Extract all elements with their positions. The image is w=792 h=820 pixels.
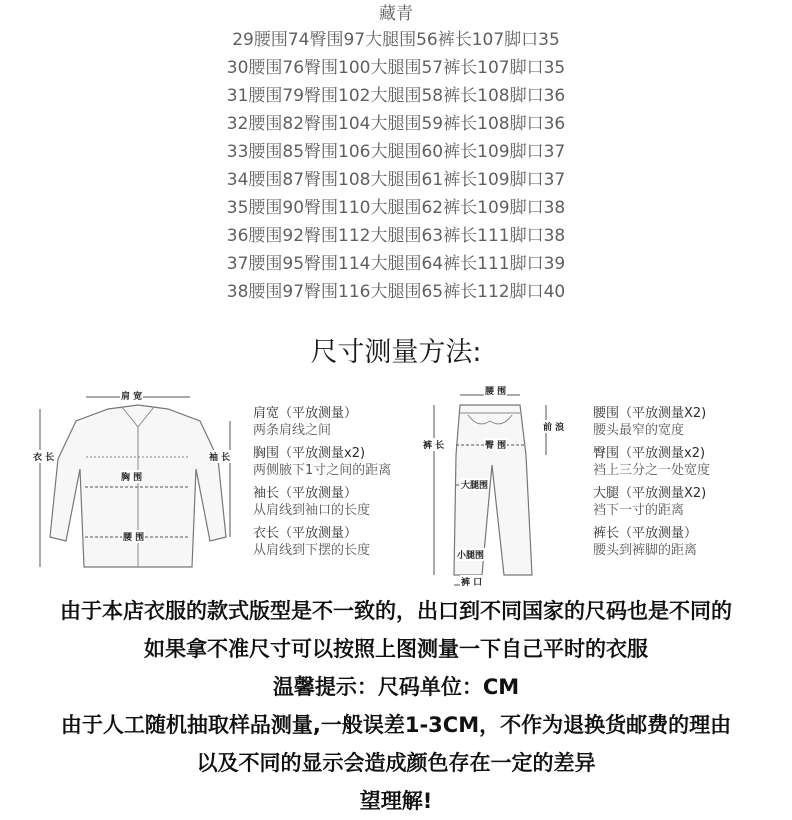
note-line: 温馨提示：尺码单位：CM: [272, 675, 520, 699]
size-row: 34腰围87臀围108大腿围61裤长109脚口37: [226, 170, 566, 190]
pants-hem-label: 裤 口: [460, 575, 483, 588]
note-line: 望理解!: [359, 789, 433, 813]
pants-desc-waist: 腰围（平放测量X2) 腰头最窄的宽度: [593, 406, 707, 438]
shirt-desc-sleeve: 袖长（平放测量） 从肩线到袖口的长度: [253, 486, 371, 518]
note-line: 以及不同的显示会造成颜色存在一定的差异: [196, 751, 596, 775]
pants-desc-thigh: 大腿（平放测量X2) 裆下一寸的距离: [593, 486, 707, 518]
shirt-illustration: [30, 387, 245, 587]
note-line: 由于本店衣服的款式版型是不一致的，出口到不同国家的尺码也是不同的: [60, 599, 732, 623]
shirt-desc-length: 衣长（平放测量） 从肩线到下摆的长度: [253, 526, 371, 558]
note-line: 由于人工随机抽取样品测量,一般误差1-3CM，不作为退换货邮费的理由: [60, 713, 732, 737]
size-row: 36腰围92臀围112大腿围63裤长111脚口38: [226, 226, 566, 246]
size-row: 31腰围79臀围102大腿围58裤长108脚口36: [226, 86, 566, 106]
shirt-sleeve-label: 袖 长: [208, 450, 231, 463]
pants-thigh-label: 大腿围: [460, 478, 489, 491]
size-row: 30腰围76臀围100大腿围57裤长107脚口35: [226, 58, 566, 78]
pants-desc-length: 裤长（平放测量） 腰头到裤脚的距离: [593, 526, 698, 558]
pants-desc-hip: 臀围（平放测量x2) 裆上三分之一处宽度: [593, 446, 711, 478]
shirt-chest-label: 胸 围: [120, 470, 143, 483]
pants-hip-label: 臀 围: [484, 438, 507, 451]
size-row: 33腰围85臀围106大腿围60裤长109脚口37: [226, 142, 566, 162]
shirt-shoulder-label: 肩 宽: [120, 389, 143, 402]
pants-calf-label: 小腿围: [456, 548, 485, 561]
shirt-desc-shoulder: 肩宽（平放测量） 两条肩线之间: [253, 406, 358, 438]
pants-rise-label: 前 浪: [542, 420, 565, 433]
size-row: 38腰围97臀围116大腿围65裤长112脚口40: [226, 282, 566, 302]
size-notes: [0, 592, 792, 820]
size-row: 37腰围95臀围114大腿围64裤长111脚口39: [226, 254, 566, 274]
pants-length-label: 裤 长: [422, 438, 445, 451]
shirt-length-label: 衣 长: [32, 450, 55, 463]
measurement-diagram: [0, 375, 792, 595]
measurement-method-title: 尺寸测量方法:: [310, 337, 482, 368]
shirt-desc-chest: 胸围（平放测量x2) 两侧腋下1寸之间的距离: [253, 446, 392, 478]
size-chart: [0, 2, 792, 306]
shirt-waist-label: 腰 围: [122, 530, 145, 543]
note-line: 如果拿不准尺寸可以按照上图测量一下自己平时的衣服: [144, 637, 648, 661]
color-name: 藏青: [379, 4, 413, 24]
size-row: 32腰围82臀围104大腿围59裤长108脚口36: [226, 114, 566, 134]
pants-waist-label: 腰 围: [484, 384, 507, 397]
pants-illustration: [420, 385, 570, 595]
size-row: 29腰围74臀围97大腿围56裤长107脚口35: [232, 30, 560, 50]
size-row: 35腰围90臀围110大腿围62裤长109脚口38: [226, 198, 566, 218]
